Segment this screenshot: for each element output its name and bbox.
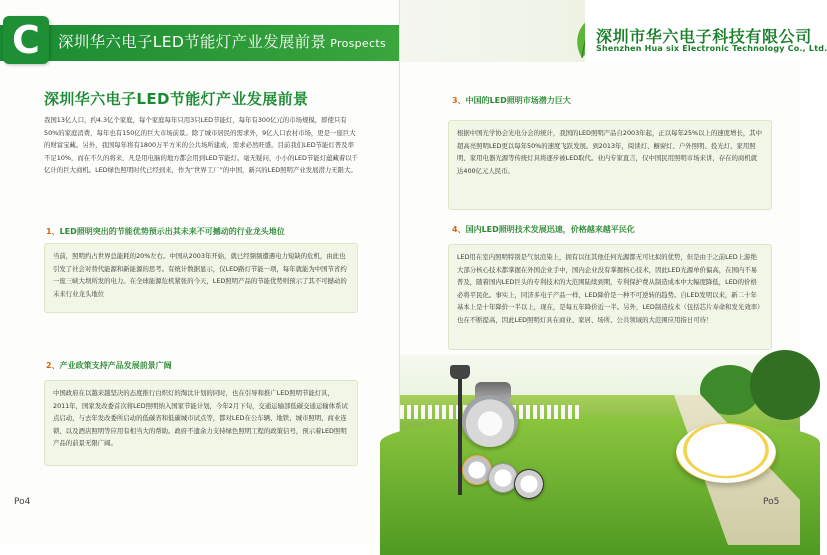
downlight-small-black bbox=[514, 469, 544, 499]
section-4-title: 国内LED照明技术发展迅速，价格越来越平民化 bbox=[465, 225, 635, 234]
section-2-box bbox=[44, 380, 358, 466]
downlight-product bbox=[462, 395, 518, 447]
header-title-cn: 深圳华六电子LED节能灯产业发展前景 bbox=[58, 33, 327, 51]
section-3-box bbox=[448, 120, 772, 210]
section-4-text: LED用在室内照明特别是气氛渲染上，拥有以往其他任何光源都无可比拟的优势，但是由于之前LED上游绝大部分核心技术都掌握在外国企业手中，国内企业没有掌握核心技术，因此LED光源单价偏高，在国内不易普及，随着国内LED巨头的专利技术的大范围陆续到期，专利保护费从制造成本中大幅度降低，LED的价格必将平民化。事实上，同济多电子产品一样，LED降价是一种不可逆转的趋势。自LED发明以来，新二十年基本上是十年降价一半以上，现在，是每五年降价近一半。另外，LED制造技术（包括芯片寿命和发光效率）也在不断提高，因此LED照明灯具在商业、家居、场所、公共领域的大范围应用指日可待！ bbox=[457, 253, 761, 324]
downlight-small-silver bbox=[488, 463, 518, 493]
section-1-text: 当前，照明约占世界总能耗的20%左右。中国从2003年开始，就已经频频遭遇电力短缺的危机，由此也引发了社会对替代能源和新能源的思考。有统计数据显示，仅LED路灯节能一项，每年就能为中国节省约一座三峡大坝所发的电力。在全球能源危机紧张的今天，LED照明产品的节能优势则预示了其不可撼动的未来行业龙头地位 bbox=[53, 252, 347, 298]
left-page bbox=[0, 0, 400, 543]
section-4-number: 4、 bbox=[452, 225, 466, 234]
section-2-text: 中国政府在以越来越坚决的态度推行白炽灯的淘汰计划的同时，也在引导和推广LED照明节能灯具，2011年，国家发改委首次将LED照明纳入国家节能计划，今年2月下旬，交通运输部低碳交通运输体系试点启动，与去年发改委所启动的低碳省和低碳城市试点等，都对LED在公车辆、地铁、城市照明、商业连锁、以及酒店照明等应用有相当大的帮助。政府不遗余力支持绿色照明工程的政策信号，预示着LED照明产品的前景无限广阔。 bbox=[53, 389, 348, 448]
tree bbox=[750, 350, 820, 420]
section-badge: C bbox=[3, 16, 49, 64]
header-title-en: Prospects bbox=[330, 37, 386, 50]
header-title bbox=[58, 27, 386, 59]
section-2-title: 产业政策支持产品发展前景广阔 bbox=[59, 361, 172, 370]
section-4-heading bbox=[452, 224, 635, 235]
section-1-number: 1、 bbox=[46, 227, 60, 236]
ceiling-light-product bbox=[676, 423, 776, 483]
section-4-box bbox=[448, 244, 772, 350]
section-1-title: LED照明突出的节能优势预示出其未来不可撼动的行业龙头地位 bbox=[59, 227, 285, 236]
company-name-cn: 深圳市华六电子科技有限公司 bbox=[596, 27, 812, 46]
intro-paragraph: 我国13亿人口，约4.3亿个家庭，每个家庭每年只用3只LED节能灯，每年有300亿元的市场规模，即使只有50%的家庭消费，每年也有150亿的巨大市场前景。除了城市居民的需求外，9亿人口农村市场，更是一座巨大的财富宝藏。另外，我国每年将有1800万平方米的公共场所建成，需求必然旺盛。目前我们LED节能灯普及率不足10%，而在不久的将来，凡是用电脑的地方都会用到LED节能灯。毫无疑问，小小的LED节能灯蕴藏着以千亿计的巨大商机。LED绿色照明时代已经到来，作为“世界工厂”的中国，新兴的LED照明产业发展潜力无限大。 bbox=[44, 116, 359, 175]
section-1-heading bbox=[46, 226, 285, 237]
right-header-bg bbox=[400, 0, 585, 62]
section-1-box bbox=[44, 243, 358, 313]
lawn-scene-illustration bbox=[400, 355, 800, 543]
company-name-en: Shenzhen Hua six Electronic Technology Co., Ltd. bbox=[596, 44, 827, 53]
section-3-heading bbox=[452, 95, 571, 106]
section-3-number: 3、 bbox=[452, 96, 466, 105]
street-lamp-head bbox=[450, 365, 470, 379]
street-lamp bbox=[458, 375, 462, 495]
section-2-heading bbox=[46, 360, 172, 371]
page-number-left: Po4 bbox=[14, 497, 31, 507]
section-3-title: 中国的LED照明市场潜力巨大 bbox=[465, 96, 571, 105]
page-number-right: Po5 bbox=[763, 497, 780, 507]
section-2-number: 2、 bbox=[46, 361, 60, 370]
page-title: 深圳华六电子LED节能灯产业发展前景 bbox=[44, 90, 309, 108]
section-3-text: 根据中国光学协会光电分会的统计，我国的LED照明产品自2003年起，正以每年25%以上的速度增长，其中超高亮照明LED更以每年50%的速度飞跃发展。到2013年，阅读灯、橱窗灯、户外照明、投光灯、家用照明、家用电器光源等传统灯具将逐步被LED取代。业内专家直言，仅中国民用照明市场来讲，存在的商机就达400亿元人民币。 bbox=[457, 129, 763, 175]
